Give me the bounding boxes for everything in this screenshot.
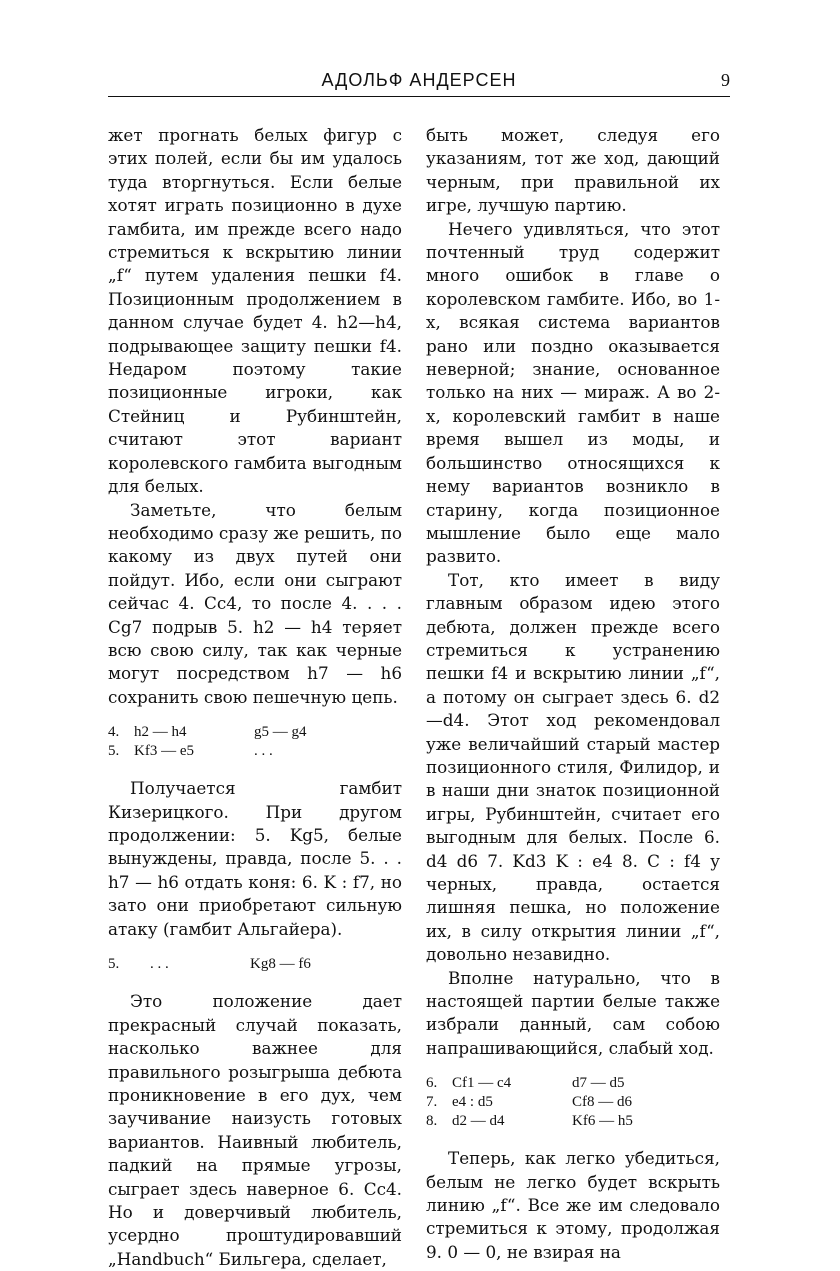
move-number: 4. [108, 724, 120, 741]
white-move: Cf1 — c4 [452, 1075, 512, 1092]
move-row [108, 953, 402, 976]
paragraph: Тот, кто имеет в виду главным образом идею этого дебюта, должен прежде всего стремиться к устранению пешки f4 и вскрытию линии „f“, а потому он сыграет здесь 6. d2—d4. Этот ход рекомендовал уже величайший старый мастер позиционного стиля, Филидор, и в наши дни знаток позиционной игры, Рубинштейн, считает его выгодным для белых. После 6. d4 d6 7. Kd3 K : e4 8. C : f4 у черных, правда, остается лишняя пешка, но положение их, в силу открытия линии „f“, довольно незавидно. [426, 569, 720, 965]
white-move: d2 — d4 [452, 1113, 505, 1130]
paragraph: Вполне натурально, что в настоящей партии белые также избрали данный, сам собою напрашивающийся, слабый ход. [426, 967, 720, 1058]
white-move: e4 : d5 [452, 1094, 493, 1111]
black-move: Kg8 — f6 [250, 956, 311, 972]
move-row [426, 1112, 720, 1131]
move-row [108, 742, 402, 761]
white-move: . . . [150, 956, 169, 972]
black-move: g5 — g4 [254, 724, 307, 741]
paragraph: жет прогнать белых фигур с этих полей, если бы им удалось туда вторгнуться. Если белые хотят играть позиционно в духе гамбита, им прежде всего надо стремиться к вскрытию линии „f“ путем удаления пешки f4. Позиционным продолжением в данном случае будет 4. h2—h4, подрывающее защиту пешки f4. Недаром поэтому такие позиционные игроки, как Стейниц и Рубинштейн, считают этот вариант королевского гамбита выгодным для белых. [108, 125, 402, 497]
move-row [426, 1093, 720, 1112]
black-move: Cf8 — d6 [572, 1094, 632, 1111]
move-list [108, 723, 402, 761]
paragraph: Заметьте, что белым необходимо сразу же решить, по какому из двух путей они пойдут. Ибо, если они сыграют сейчас 4. Cc4, то после 4. . . . Cg7 подрыв 5. h2 — h4 теряет всю свою силу, так как черные могут посредством h7 — h6 сохранить свою пешечную цепь. [108, 499, 402, 707]
paragraph: Это положение дает прекрасный случай показать, насколько важнее для правильного розыгрыша дебюта проникновение в его дух, чем заучивание наизусть готовых вариантов. Наивный любитель, падкий на прямые угрозы, сыграет здесь наверное 6. Cc4. Но и доверчивый любитель, усердно проштудировавший „Handbuch“ Бильгера, сделает, [108, 991, 402, 1269]
move-number: 6. [426, 1075, 438, 1092]
paragraph: Нечего удивляться, что этот почтенный труд содержит много ошибок в главе о королевском гамбите. Ибо, во 1-х, всякая система вариантов рано или поздно оказывается неверной; знание, основанное только на них — мираж. А во 2-х, королевский гамбит в наше время вышел из моды, и большинство относящихся к нему вариантов возникло в старину, когда позиционное мышление было еще мало развито. [426, 218, 720, 567]
move-row [426, 1074, 720, 1093]
black-move: Kf6 — h5 [572, 1113, 633, 1130]
paragraph: быть может, следуя его указаниям, тот же ход, дающий черным, при правильной их игре, лучшую партию. [426, 125, 720, 216]
header-rule [108, 96, 730, 97]
running-title: АДОЛЬФ АНДЕРСЕН [321, 70, 517, 90]
white-move: h2 — h4 [134, 724, 187, 741]
white-move: Kf3 — e5 [134, 743, 194, 760]
move-row [108, 723, 402, 742]
left-column [108, 124, 402, 1271]
move-number: 5. [108, 743, 120, 760]
move-number: 8. [426, 1113, 438, 1130]
page-header [108, 62, 730, 96]
move-number: 7. [426, 1094, 438, 1111]
paragraph: Теперь, как легко убедиться, белым не легко будет вскрыть линию „f“. Все же им следовало стремиться к этому, продолжая 9. 0 — 0, не взирая на [426, 1148, 720, 1262]
page-number: 9 [721, 70, 730, 90]
right-column [426, 124, 720, 1264]
paragraph: Получается гамбит Кизерицкого. При другом продолжении: 5. Kg5, белые вынуждены, правда, после 5. . . h7 — h6 отдать коня: 6. K : f7, но зато они приобретают сильную атаку (гамбит Альгайера). [108, 778, 402, 939]
move-number: 5. [108, 956, 120, 972]
move-list [426, 1074, 720, 1131]
black-move: . . . [254, 743, 273, 760]
black-move: d7 — d5 [572, 1075, 625, 1092]
